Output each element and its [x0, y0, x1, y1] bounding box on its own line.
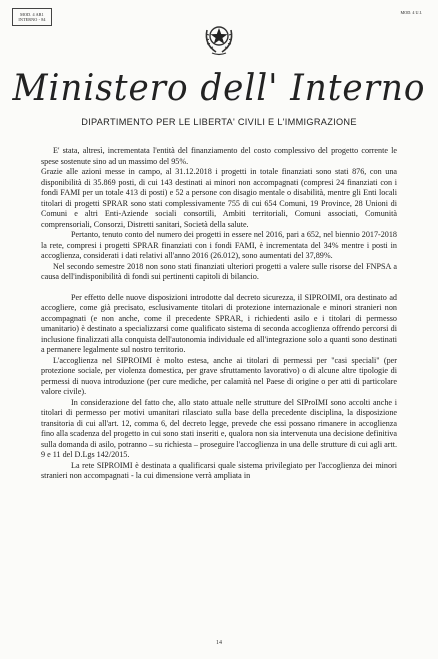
paragraph: Pertanto, tenuto conto del numero dei progetti in essere nel 2016, pari a 652, nel biennio 2017-2018 la rete, compresi i progetti SPRAR finanziati con i fondi FAMI, è incrementata del 34% mentre i posti in accoglienza, considerati i dati relativi all'anno 2016 (26.012), sono aumentati del 37,89%. [41, 230, 397, 260]
department-heading: DIPARTIMENTO PER LE LIBERTA' CIVILI E L'IMMIGRAZIONE [81, 117, 357, 127]
paragraph: La rete SIPROIMI è destinata a qualificarsi quale sistema privilegiato per l'accoglienza dei minori stranieri non accompagnati - la cui dimensione verrà ampliata in [41, 460, 397, 480]
ministry-title: Ministero dell' Interno [12, 68, 426, 109]
paragraph: E' stata, altresì, incrementata l'entità del finanziamento del costo complessivo del progetto corrente le spese sostenute sino ad un massimo del 95%. [41, 146, 397, 166]
stamp-line-1: MOD. 4 AR1 [20, 12, 44, 17]
form-code: MOD. 4 U.I. [400, 10, 422, 15]
stamp-line-2: INTERNO - 84 [18, 17, 46, 22]
document-stamp [12, 8, 52, 26]
page-number: 14 [216, 640, 222, 646]
document-body [41, 146, 397, 482]
paragraph: L'accoglienza nel SIPROIMI è molto estesa, anche ai titolari di permessi per "casi speciali" (per protezione sociale, per violenza domestica, per grave sfruttamento lavorativo) o di alcune altre tipologie di permessi di nuova introduzione (per cure mediche, per calamità nel Paese di origine o per atti di particolare valore civile). [41, 355, 397, 396]
paragraph: Nel secondo semestre 2018 non sono stati finanziati ulteriori progetti a valere sulle risorse del FNPSA a causa dell'indisponibilità di fondi sui pertinenti capitoli di bilancio. [41, 261, 397, 281]
paragraph: In considerazione del fatto che, allo stato attuale nelle strutture del SIProIMI sono accolti anche i titolari di permesso per motivi umanitari rilasciato sulla base della precedente disciplina, la disposizione transitoria di cui all'art. 12, comma 6, del decreto legge, prevede che essi possano rimanere in accoglienza fino alla scadenza del progetto in cui sono stati inseriti e, qualora non sia intervenuta una decisione definitiva sulla domanda di asilo, potranno – su richiesta – proseguire l'accoglienza in una delle strutture di cui agli artt. 9 e 11 del D.Lgs 142/2015. [41, 397, 397, 459]
paragraph: Per effetto delle nuove disposizioni introdotte dal decreto sicurezza, il SIPROIMI, ora destinato ad accogliere, come già precisato, esclusivamente titolari di protezione internazionale e minori stranieri non accompagnati (e non anche, come il precedente SPRAR, i richiedenti asilo e i titolari di permesso umanitario) è destinato a specializzarsi come qualificato sistema di seconda accoglienza offrendo percorsi di inclusione finalizzati alla conquista dell'autonomia individuale ed all'integrazione solo a quanti sono destinati a permanere legalmente sul nostro territorio. [41, 292, 397, 354]
emblem-icon [202, 16, 236, 56]
paragraph: Grazie alle azioni messe in campo, al 31.12.2018 i progetti in totale finanziati sono stati 876, con una disponibilità di 35.869 posti, di cui 143 destinati ai minori non accompagnati (compresi 24 finanziati con i fondi FAMI per un totale 413 di posti) e 52 a persone con disagio mentale o disabilità, mentre gli Enti locali titolari di progetti SPRAR sono stati complessivamente 755 di cui 654 Comuni, 19 Province, 28 Unioni di Comuni e altri Enti-Aziende sociali consortili, Ambiti territoriali, Comuni associati, Comunità comprensoriali, Consorzi, Distretti sanitari, Società della salute. [41, 167, 397, 229]
